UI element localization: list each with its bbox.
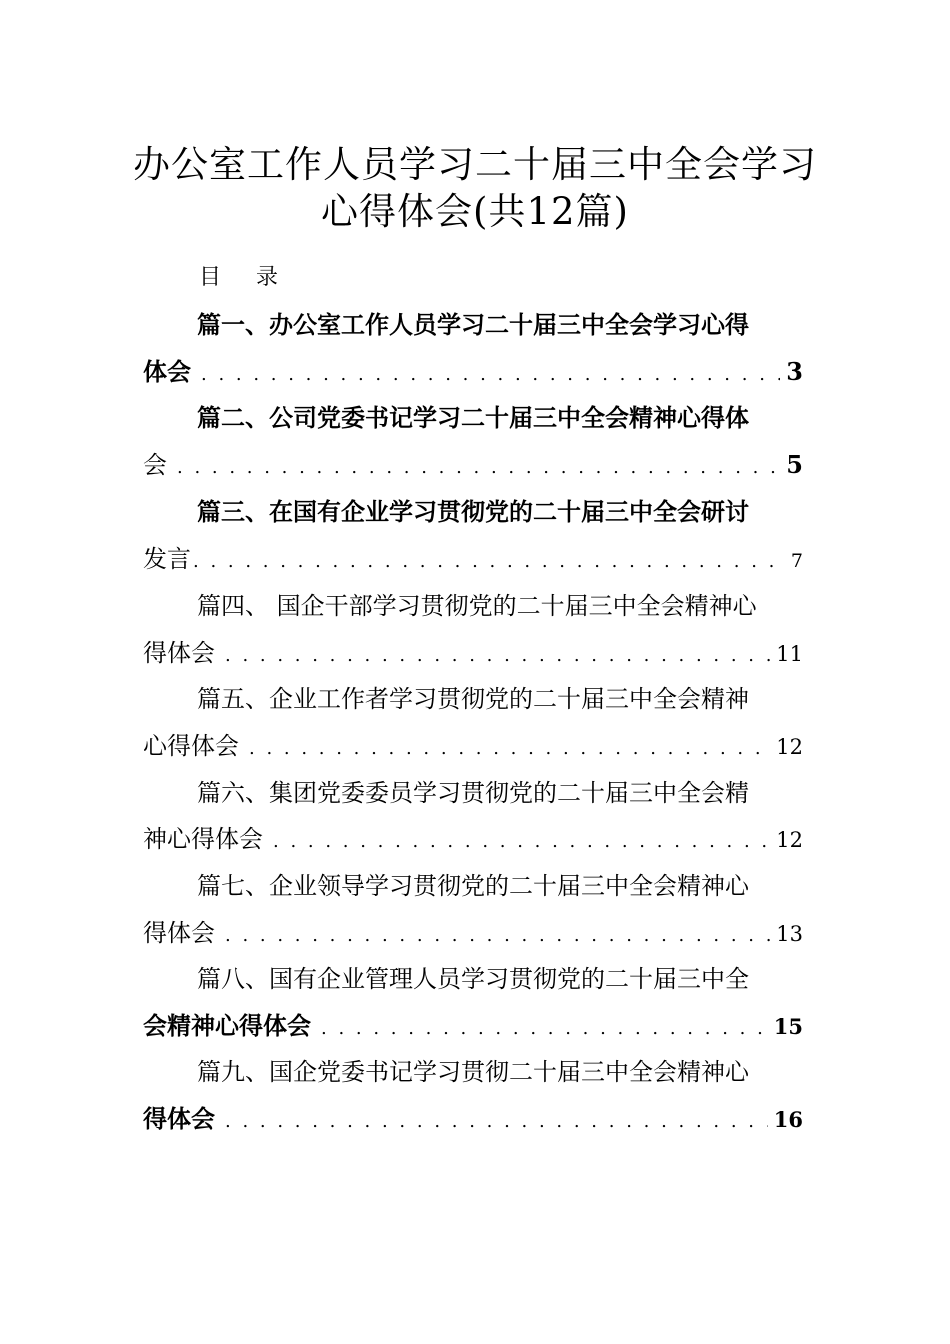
toc-page-number: 16 xyxy=(773,1107,803,1132)
toc-entry-continuation[interactable] xyxy=(143,355,803,392)
toc-leader-dots xyxy=(225,919,770,953)
toc-leader-dots xyxy=(321,1012,768,1046)
toc-page-number: 15 xyxy=(773,1014,803,1039)
toc-entry-title[interactable]: 篇五、企业工作者学习贯彻党的二十届三中全会精神 xyxy=(197,685,749,713)
toc-leader-dots xyxy=(225,639,770,673)
toc-leader-dots xyxy=(177,451,780,485)
toc-leader-dots xyxy=(273,825,770,859)
toc-entry-continuation[interactable] xyxy=(143,542,803,579)
toc-entry-continuation[interactable] xyxy=(143,1102,803,1139)
toc-entry-title[interactable]: 篇六、集团党委委员学习贯彻党的二十届三中全会精 xyxy=(197,779,749,807)
toc-entry-continuation[interactable] xyxy=(143,1009,803,1046)
toc-entry-title[interactable]: 篇二、公司党委书记学习二十届三中全会精神心得体 xyxy=(197,403,749,432)
toc-leader-dots xyxy=(193,545,785,579)
toc-entry-title-end: 体会 xyxy=(143,357,191,386)
toc-page-number: 3 xyxy=(786,357,803,386)
toc-entry-continuation[interactable] xyxy=(143,636,803,673)
toc-leader-dots xyxy=(249,732,770,766)
toc-entry-title-end: 会 xyxy=(143,451,167,479)
toc-entry-continuation[interactable] xyxy=(143,916,803,953)
toc-entry-continuation[interactable] xyxy=(143,448,803,485)
toc-page-number: 7 xyxy=(790,550,803,572)
toc-leader-dots xyxy=(225,1105,768,1139)
toc-page-number: 12 xyxy=(776,735,803,759)
toc-leader-dots xyxy=(201,358,780,392)
toc-entry-title-end: 心得体会 xyxy=(143,732,239,760)
toc-entry-continuation[interactable] xyxy=(143,822,803,859)
toc-entry-title-end: 得体会 xyxy=(143,639,215,667)
toc-page-number: 5 xyxy=(786,450,803,479)
toc-entry-title[interactable]: 篇七、企业领导学习贯彻党的二十届三中全会精神心 xyxy=(197,872,749,900)
toc-page-number: 12 xyxy=(776,828,803,852)
toc-page-number: 11 xyxy=(776,642,803,666)
toc-heading: 目 录 xyxy=(199,265,292,290)
toc-entry-title-end: 发言 xyxy=(143,545,191,573)
toc-entry-title-end: 得体会 xyxy=(143,919,215,947)
toc-entry-title[interactable]: 篇四、 国企干部学习贯彻党的二十届三中全会精神心 xyxy=(197,592,757,620)
toc-page-number: 13 xyxy=(776,922,803,946)
toc-entry-title[interactable]: 篇一、办公室工作人员学习二十届三中全会学习心得 xyxy=(197,310,749,339)
toc-entry-title-end: 神心得体会 xyxy=(143,825,263,853)
toc-entry-title[interactable]: 篇八、国有企业管理人员学习贯彻党的二十届三中全 xyxy=(197,965,749,993)
document-title-line1: 办公室工作人员学习二十届三中全会学习 xyxy=(133,143,817,186)
toc-entry-title-end: 得体会 xyxy=(143,1104,215,1133)
toc-entry-continuation[interactable] xyxy=(143,729,803,766)
toc-entry-title[interactable]: 篇九、国企党委书记学习贯彻二十届三中全会精神心 xyxy=(197,1058,749,1086)
toc-entry-title-end: 会精神心得体会 xyxy=(143,1011,311,1040)
document-title-line2: 心得体会(共12篇) xyxy=(321,190,629,233)
toc-entry-title[interactable]: 篇三、在国有企业学习贯彻党的二十届三中全会研讨 xyxy=(197,497,749,526)
